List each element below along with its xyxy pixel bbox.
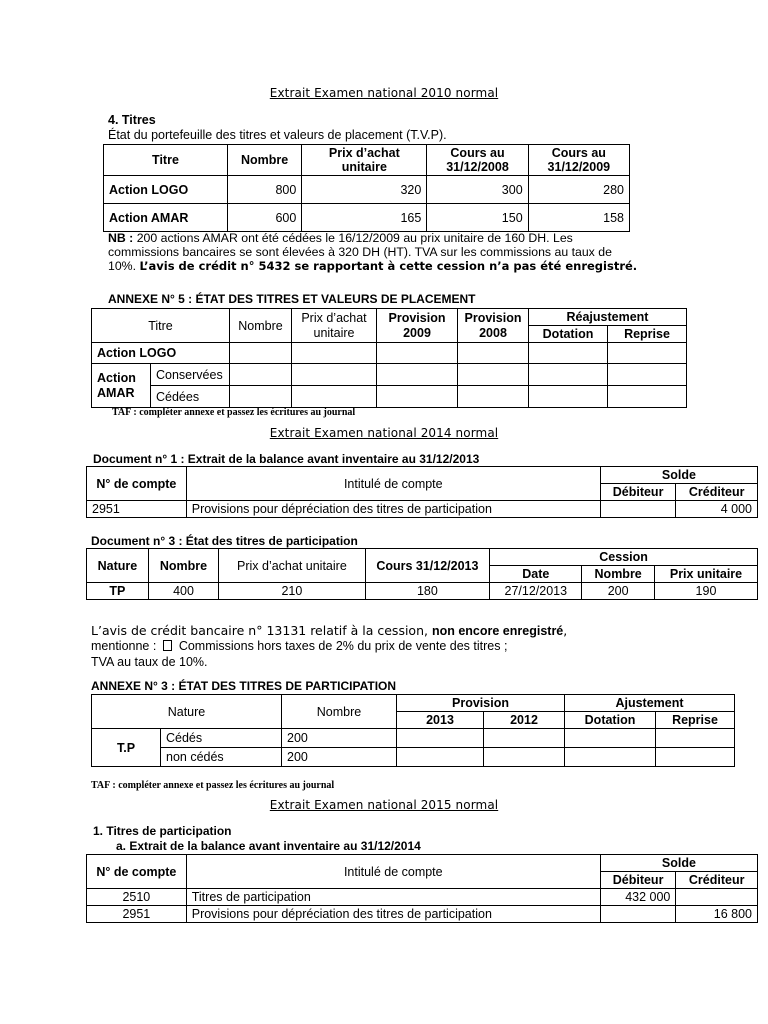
cell: 432 000 [600, 889, 676, 906]
annexe3-table [91, 694, 735, 767]
col-prix: Prix d’achat unitaire [292, 309, 377, 343]
col-nombre: Nombre [282, 695, 397, 729]
col-provision-2008: Provision 2008 [458, 309, 529, 343]
cell: Provisions pour dépréciation des titres de participation [186, 501, 600, 518]
cell: 4 000 [676, 501, 758, 518]
col-debiteur: Débiteur [600, 484, 676, 501]
col-titre: Titre [104, 145, 228, 176]
cell: 200 [282, 729, 397, 748]
col-nature: Nature [87, 549, 149, 583]
col-compte: N° de compte [87, 855, 187, 889]
table-row [92, 729, 735, 748]
cell [600, 906, 676, 923]
col-nature: Nature [92, 695, 282, 729]
cell: 200 [582, 583, 655, 600]
doc1-table [86, 466, 758, 518]
col-prix-unitaire: Prix unitaire [654, 566, 757, 583]
cell: 150 [427, 204, 528, 232]
doc1-title: Document n° 1 : Extrait de la balance avant inventaire au 31/12/2013 [93, 452, 480, 466]
cell: Action AMAR [104, 204, 228, 232]
exam-2010-title: Extrait Examen national 2010 normal [269, 86, 499, 100]
annexe5-title: ANNEXE N° 5 : ÉTAT DES TITRES ET VALEURS DE PLACEMENT [108, 292, 476, 306]
portfolio-table [103, 144, 630, 232]
cell: non cédés [161, 748, 282, 767]
cell: Action LOGO [104, 176, 228, 204]
doc3-table [86, 548, 758, 600]
col-cession-nombre: Nombre [582, 566, 655, 583]
exam-2014-title: Extrait Examen national 2014 normal [269, 426, 499, 440]
cell: Action LOGO [92, 343, 230, 364]
cell: Cédées [151, 386, 230, 408]
taf-note-2: TAF : compléter annexe et passez les écritures au journal [91, 780, 335, 791]
table-row [92, 364, 687, 386]
col-nombre: Nombre [230, 309, 292, 343]
cell: 200 [282, 748, 397, 767]
doc3-title: Document n° 3 : État des titres de participation [91, 534, 358, 548]
cell: 320 [302, 176, 427, 204]
bullet-box-icon [163, 640, 172, 651]
cell: TP [87, 583, 149, 600]
section-titres: 4. Titres [108, 113, 156, 127]
col-nombre: Nombre [227, 145, 301, 176]
portfolio-subtitle: État du portefeuille des titres et valeurs de placement (T.V.P). [108, 128, 447, 142]
table-row [87, 501, 758, 518]
col-crediteur: Créditeur [676, 872, 758, 889]
nb-line-3: 10%. L’avis de crédit n° 5432 se rapportant à cette cession n’a pas été enregistré. [108, 259, 638, 273]
taf-note: TAF : compléter annexe et passez les écritures au journal [112, 407, 356, 418]
table-row [104, 204, 630, 232]
cell: Cédés [161, 729, 282, 748]
col-intitule: Intitulé de compte [186, 467, 600, 501]
table-row [92, 386, 687, 408]
col-reprise: Reprise [656, 712, 735, 729]
cell: 190 [654, 583, 757, 600]
table-row [87, 906, 758, 923]
cell: 16 800 [676, 906, 758, 923]
col-cours-2008: Cours au 31/12/2008 [427, 145, 528, 176]
item-1a: a. Extrait de la balance avant inventaire au 31/12/2014 [116, 839, 421, 853]
col-cours: Cours 31/12/2013 [365, 549, 490, 583]
col-dotation: Dotation [565, 712, 656, 729]
table-row [92, 748, 735, 767]
cell: 2951 [87, 906, 187, 923]
item-1: 1. Titres de participation [93, 824, 232, 838]
cell: 210 [219, 583, 365, 600]
avis-line: L’avis de crédit bancaire n° 13131 relatif à la cession, non encore enregistré, [91, 623, 568, 638]
col-solde: Solde [600, 855, 757, 872]
tva-line: TVA au taux de 10%. [91, 655, 208, 669]
col-2013: 2013 [397, 712, 484, 729]
col-cours-2009: Cours au 31/12/2009 [528, 145, 629, 176]
cell: 158 [528, 204, 629, 232]
nb-line-1: NB : 200 actions AMAR ont été cédées le 16/12/2009 au prix unitaire de 160 DH. Les [108, 231, 573, 245]
mention-line: mentionne : Commissions hors taxes de 2% du prix de vente des titres ; [91, 639, 508, 653]
col-prix: Prix d’achat unitaire [302, 145, 427, 176]
cell [600, 501, 676, 518]
table-row [87, 583, 758, 600]
cell: 165 [302, 204, 427, 232]
col-provision: Provision [397, 695, 565, 712]
cell: 280 [528, 176, 629, 204]
table-row [92, 343, 687, 364]
annexe3-title: ANNEXE N° 3 : ÉTAT DES TITRES DE PARTICIPATION [91, 679, 397, 693]
cell: 400 [148, 583, 218, 600]
cell: 27/12/2013 [490, 583, 582, 600]
col-prix: Prix d’achat unitaire [219, 549, 365, 583]
cell: Action AMAR [92, 364, 151, 408]
col-date: Date [490, 566, 582, 583]
nb-line-2: commissions bancaires se sont élevées à 320 DH (HT). TVA sur les commissions au taux de [108, 245, 612, 259]
col-compte: N° de compte [87, 467, 187, 501]
cell: Provisions pour dépréciation des titres de participation [186, 906, 600, 923]
col-solde: Solde [600, 467, 757, 484]
cell: T.P [92, 729, 161, 767]
cell: 180 [365, 583, 490, 600]
col-reajustement: Réajustement [529, 309, 687, 326]
cell: 800 [227, 176, 301, 204]
col-nombre: Nombre [148, 549, 218, 583]
cell [676, 889, 758, 906]
col-debiteur: Débiteur [600, 872, 676, 889]
cell: 600 [227, 204, 301, 232]
col-2012: 2012 [484, 712, 565, 729]
col-dotation: Dotation [529, 326, 608, 343]
table-row [87, 889, 758, 906]
col-cession: Cession [490, 549, 758, 566]
col-reprise: Reprise [608, 326, 687, 343]
cell: 2510 [87, 889, 187, 906]
col-provision-2009: Provision 2009 [377, 309, 458, 343]
balance-2014-table [86, 854, 758, 923]
cell: 2951 [87, 501, 187, 518]
cell: 300 [427, 176, 528, 204]
annexe5-table [91, 308, 687, 408]
col-ajustement: Ajustement [565, 695, 735, 712]
col-intitule: Intitulé de compte [186, 855, 600, 889]
exam-2015-title: Extrait Examen national 2015 normal [269, 798, 499, 812]
col-titre: Titre [92, 309, 230, 343]
col-crediteur: Créditeur [676, 484, 758, 501]
cell: Titres de participation [186, 889, 600, 906]
table-row [104, 176, 630, 204]
cell: Conservées [151, 364, 230, 386]
